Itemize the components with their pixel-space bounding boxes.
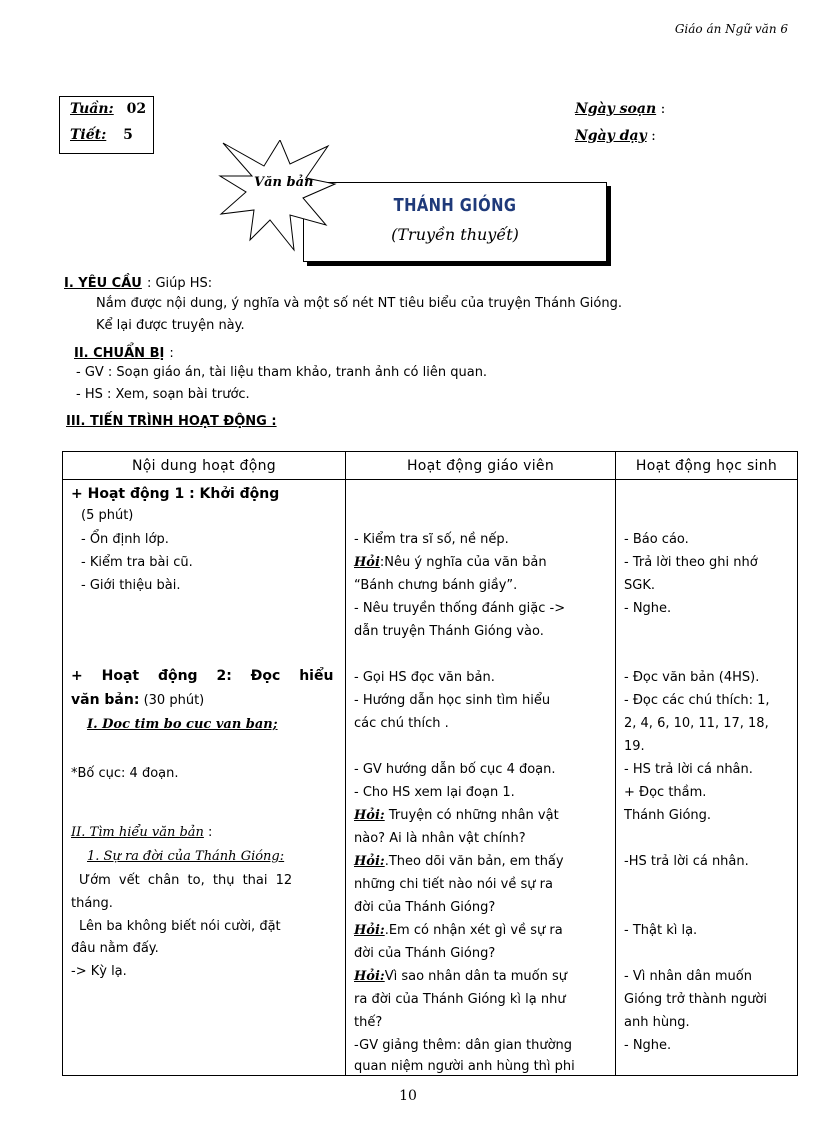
- list-item: + Đọc thầm.: [624, 785, 707, 800]
- list-item: - Ổn định lớp.: [81, 532, 169, 547]
- teacher-cell: [346, 480, 616, 1076]
- section-process: [66, 410, 277, 429]
- question-label: Hỏi:: [354, 808, 385, 823]
- page-subtitle: (Truyền thuyết): [391, 225, 519, 244]
- question-label: Hỏi:: [354, 969, 385, 984]
- question-line: [354, 854, 607, 869]
- list-item: các chú thích .: [354, 716, 449, 731]
- subsection-birth: 1. Sự ra đời của Thánh Gióng:: [87, 849, 285, 864]
- list-item: thế?: [354, 1015, 383, 1030]
- list-item: - Hướng dẫn học sinh tìm hiểu: [354, 693, 551, 708]
- header-student: Hoạt động học sinh: [616, 452, 798, 480]
- list-item: những chi tiết nào nói về sự ra: [354, 877, 553, 892]
- section-3-title: III. TIẾN TRÌNH HOẠT ĐỘNG :: [66, 414, 277, 429]
- activity-1-title: + Hoạt động 1 : Khởi động: [71, 486, 280, 502]
- section-2-title: II. CHUẨN BỊ: [74, 346, 165, 361]
- list-item: dẫn truyện Thánh Gióng vào.: [354, 624, 544, 639]
- period-value: 5: [123, 127, 133, 143]
- list-item: - Kiểm tra bài cũ.: [81, 555, 193, 570]
- list-item: 2, 4, 6, 10, 11, 17, 18,: [624, 716, 769, 731]
- list-item: - Cho HS xem lại đoạn 1.: [354, 785, 515, 800]
- list-item: - Đọc văn bản (4HS).: [624, 670, 760, 685]
- list-item: đời của Thánh Gióng?: [354, 900, 496, 915]
- list-item: - Vì nhân dân muốn: [624, 969, 752, 984]
- list-item: Gióng trở thành người: [624, 992, 767, 1007]
- section-requirements: [64, 272, 212, 291]
- question-label: Hỏi: [354, 555, 380, 570]
- activity-2-time: (30 phút): [143, 693, 205, 708]
- prep-date-label: Ngày soạn: [575, 101, 657, 117]
- list-item: quan niệm người anh hùng thì phi: [354, 1059, 575, 1074]
- activity-2-label: văn bản:: [71, 692, 140, 708]
- requirement-line-2: Kể lại được truyện này.: [96, 318, 245, 333]
- list-item: anh hùng.: [624, 1015, 690, 1030]
- text-type-badge: Văn bản: [254, 175, 314, 190]
- list-item: -GV giảng thêm: dân gian thường: [354, 1038, 573, 1053]
- question-text: .Theo dõi văn bản, em thấy: [384, 854, 564, 869]
- subsection-structure: I. Doc tim bo cuc van ban;: [87, 717, 278, 732]
- page-header-subject: Giáo án Ngữ văn 6: [674, 22, 788, 36]
- question-line: [354, 808, 607, 823]
- period-label: Tiết:: [70, 127, 107, 143]
- list-item: -> Kỳ lạ.: [71, 964, 127, 979]
- list-item: - Nêu truyền thống đánh giặc ->: [354, 601, 566, 616]
- title-box: [303, 182, 607, 262]
- structure-note: *Bố cục: 4 đoạn.: [71, 766, 179, 781]
- list-item: Ướm vết chân to, thụ thai 12: [79, 873, 293, 888]
- list-item: - Nghe.: [624, 1038, 672, 1053]
- list-item: Lên ba không biết nói cười, đặt: [79, 919, 281, 934]
- list-item: SGK.: [624, 578, 655, 593]
- header-content: Nội dung hoạt động: [63, 452, 346, 480]
- list-item: - Gọi HS đọc văn bản.: [354, 670, 495, 685]
- list-item: đời của Thánh Gióng?: [354, 946, 496, 961]
- question-text: :Nêu ý nghĩa của văn bản: [379, 555, 547, 570]
- list-item: - Đọc các chú thích: 1,: [624, 693, 770, 708]
- list-item: - Giới thiệu bài.: [81, 578, 181, 593]
- teach-date: [575, 128, 656, 144]
- list-item: - Báo cáo.: [624, 532, 689, 547]
- subsection-analysis: II. Tìm hiểu văn bản: [71, 825, 204, 840]
- activity-1-time: (5 phút): [81, 508, 134, 523]
- list-item: - Thật kì lạ.: [624, 923, 698, 938]
- question-label: Hỏi:: [354, 854, 385, 869]
- question-label: Hỏi:: [354, 923, 385, 938]
- question-line: [354, 969, 607, 984]
- activity-2-title: + Hoạt động 2: Đọc hiểu: [71, 668, 334, 684]
- list-item: “Bánh chưng bánh giầy”.: [354, 578, 518, 593]
- star-burst-icon: [218, 140, 338, 252]
- prep-student: - HS : Xem, soạn bài trước.: [76, 387, 250, 402]
- table-header-row: [63, 452, 798, 480]
- teach-date-label: Ngày dạy: [575, 128, 647, 144]
- question-text: Vì sao nhân dân ta muốn sự: [384, 969, 568, 984]
- section-1-title: I. YÊU CẦU: [64, 276, 142, 291]
- teach-date-colon: :: [651, 128, 656, 144]
- section-1-intro: : Giúp HS:: [146, 276, 213, 291]
- list-item: nào? Ai là nhân vật chính?: [354, 831, 526, 846]
- list-item: đâu nằm đấy.: [71, 941, 159, 956]
- list-item: Thánh Gióng.: [624, 808, 712, 823]
- list-item: - Kiểm tra sĩ số, nề nếp.: [354, 532, 509, 547]
- section-preparation: [74, 342, 174, 361]
- list-item: tháng.: [71, 896, 113, 911]
- week-value: 02: [126, 101, 147, 117]
- week-period-box: [59, 96, 154, 154]
- list-item: 19.: [624, 739, 645, 754]
- period-row: [70, 127, 133, 143]
- header-teacher: Hoạt động giáo viên: [346, 452, 616, 480]
- student-cell: [616, 480, 798, 1076]
- content-cell: [63, 480, 346, 1076]
- list-item: - GV hướng dẫn bố cục 4 đoạn.: [354, 762, 556, 777]
- question-text: Truyện có những nhân vật: [388, 808, 559, 823]
- prep-teacher: - GV : Soạn giáo án, tài liệu tham khảo, tranh ảnh có liên quan.: [76, 365, 488, 380]
- section-2-colon: :: [169, 346, 174, 361]
- week-row: [70, 101, 146, 117]
- question-line: [354, 923, 607, 938]
- page-title: THÁNH GIÓNG: [393, 195, 517, 216]
- table-row: [63, 480, 798, 1076]
- page-number: 10: [399, 1088, 417, 1104]
- question-text: .Em có nhận xét gì về sự ra: [384, 923, 563, 938]
- list-item: - Trả lời theo ghi nhớ: [624, 555, 758, 570]
- list-item: - HS trả lời cá nhân.: [624, 762, 753, 777]
- subsection-analysis-colon: :: [208, 825, 213, 840]
- prep-date-colon: :: [660, 101, 666, 117]
- week-label: Tuần:: [70, 101, 114, 117]
- prep-date: [575, 101, 665, 117]
- question-line: [354, 555, 607, 570]
- activity-table: [62, 451, 798, 1076]
- list-item: ra đời của Thánh Gióng kì lạ như: [354, 992, 566, 1007]
- list-item: -HS trả lời cá nhân.: [624, 854, 749, 869]
- activity-2-line: [71, 692, 337, 708]
- list-item: - Nghe.: [624, 601, 672, 616]
- requirement-line-1: Nắm được nội dung, ý nghĩa và một số nét NT tiêu biểu của truyện Thánh Gióng.: [96, 296, 622, 311]
- subsection-analysis-line: [71, 825, 337, 840]
